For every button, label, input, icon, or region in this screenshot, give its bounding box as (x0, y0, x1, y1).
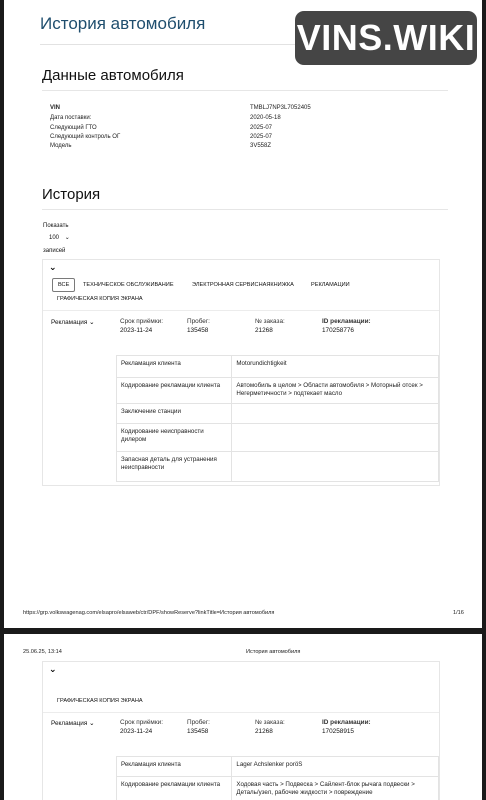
detail-value (232, 403, 439, 423)
divider (43, 712, 439, 713)
page-number: 1/16 (453, 610, 464, 616)
page-size-value: 100 (49, 235, 60, 241)
detail-value: Lager Achslenker poröS (232, 757, 439, 777)
claim-type: Рекламация (51, 319, 88, 326)
model-value: 3V558Z (250, 143, 272, 149)
vin-label: VIN (50, 105, 61, 111)
acceptance-date-label: Срок приёмки: (120, 719, 163, 726)
detail-label: Рекламация клиента (117, 356, 232, 378)
vehicle-section-title: Данные автомобиля (42, 67, 184, 84)
detail-label: Рекламация клиента (117, 757, 232, 777)
table-row (117, 757, 439, 777)
divider (42, 90, 448, 91)
show-label: Показать (43, 223, 69, 229)
tab-all[interactable]: ВСЕ (52, 278, 75, 292)
acceptance-date-label: Срок приёмки: (120, 318, 163, 325)
document-page-2 (4, 634, 482, 800)
detail-value: Ходовая часть > Подвеска > Сайлент-блок рычага подвески > Деталь/узел, рабочие жидкости > повреждение (232, 777, 439, 800)
claim-id-label: ID рекламации: (322, 318, 371, 325)
mileage-label: Пробег: (187, 318, 210, 325)
order-number-value: 21268 (255, 728, 273, 735)
claim-id-value: 170258776 (322, 327, 354, 334)
order-number-value: 21268 (255, 327, 273, 334)
divider (43, 310, 439, 311)
table-row (117, 378, 439, 404)
page-size-select[interactable] (49, 234, 70, 241)
table-row (117, 423, 439, 451)
footer-url: https://grp.volkswagenag.com/elsapro/elsaweb/ctr/DPF/showReserve?linkTitle=История автомобиля (23, 610, 275, 616)
chevron-down-icon: ⌄ (64, 235, 70, 241)
divider (42, 209, 448, 210)
detail-label: Заключение станции (117, 403, 232, 423)
chevron-down-icon: ⌄ (89, 319, 95, 326)
chevron-down-icon: ⌄ (89, 720, 95, 727)
order-number-label: № заказа: (255, 719, 285, 726)
emissions-check-label: Следующий контроль ОГ (50, 134, 121, 140)
detail-value: Motorundichtigkeit (232, 356, 439, 378)
tab-screen-copy[interactable]: ГРАФИЧЕСКАЯ КОПИЯ ЭКРАНА (57, 296, 143, 302)
order-number-label: № заказа: (255, 318, 285, 325)
app-title: История автомобиля (40, 14, 206, 33)
claim-id-label: ID рекламации: (322, 719, 371, 726)
next-inspection-value: 2025-07 (250, 125, 273, 131)
next-inspection-label: Следующий ГТО (50, 125, 97, 131)
tab-service-book[interactable]: ЭЛЕКТРОННАЯ СЕРВИСНАЯКНИЖКА (192, 282, 294, 288)
document-page-1 (4, 0, 482, 628)
detail-value: Автомобиль в целом > Области автомобиля > Моторный отсек > Негерметичности > подтекает масло (232, 378, 439, 404)
detail-label: Кодирование рекламации клиента (117, 378, 232, 404)
mileage-value: 135458 (187, 327, 209, 334)
print-title: История автомобиля (246, 649, 301, 655)
table-row (117, 777, 439, 800)
table-row (117, 356, 439, 378)
acceptance-date-value: 2023-11-24 (120, 728, 153, 735)
model-label: Модель (50, 143, 72, 149)
claim-row-toggle[interactable] (51, 719, 94, 727)
tab-maintenance[interactable]: ТЕХНИЧЕСКОЕ ОБСЛУЖИВАНИЕ (83, 282, 174, 288)
history-card (42, 259, 440, 486)
vin-value: TMBLJ7NP3L7052405 (250, 105, 311, 111)
claim-details-table (116, 756, 439, 800)
detail-value (232, 451, 439, 481)
history-card (42, 661, 440, 800)
emissions-check-value: 2025-07 (250, 134, 273, 140)
detail-label: Кодирование рекламации клиента (117, 777, 232, 800)
detail-label: Запасная деталь для устранения неисправности (117, 451, 232, 481)
history-section-title: История (42, 186, 101, 203)
tab-claims[interactable]: РЕКЛАМАЦИИ (311, 282, 350, 288)
claim-row-toggle[interactable] (51, 318, 94, 326)
table-row (117, 451, 439, 481)
claim-id-value: 170258915 (322, 728, 354, 735)
delivery-date-value: 2020-05-18 (250, 115, 281, 121)
mileage-label: Пробег: (187, 719, 210, 726)
detail-value (232, 423, 439, 451)
table-row (117, 403, 439, 423)
acceptance-date-value: 2023-11-24 (120, 327, 153, 334)
records-label: записей (43, 248, 66, 254)
print-date: 25.06.25, 13:14 (23, 649, 62, 655)
tab-screen-copy[interactable]: ГРАФИЧЕСКАЯ КОПИЯ ЭКРАНА (57, 698, 143, 704)
watermark-logo: VINS.WIKI (295, 11, 477, 65)
chevron-down-icon[interactable]: ⌄ (49, 664, 57, 674)
mileage-value: 135458 (187, 728, 209, 735)
claim-details-table (116, 355, 439, 482)
detail-label: Кодирование неисправности дилером (117, 423, 232, 451)
claim-type: Рекламация (51, 720, 88, 727)
delivery-date-label: Дата поставки: (50, 115, 92, 121)
chevron-down-icon[interactable]: ⌄ (49, 262, 57, 272)
